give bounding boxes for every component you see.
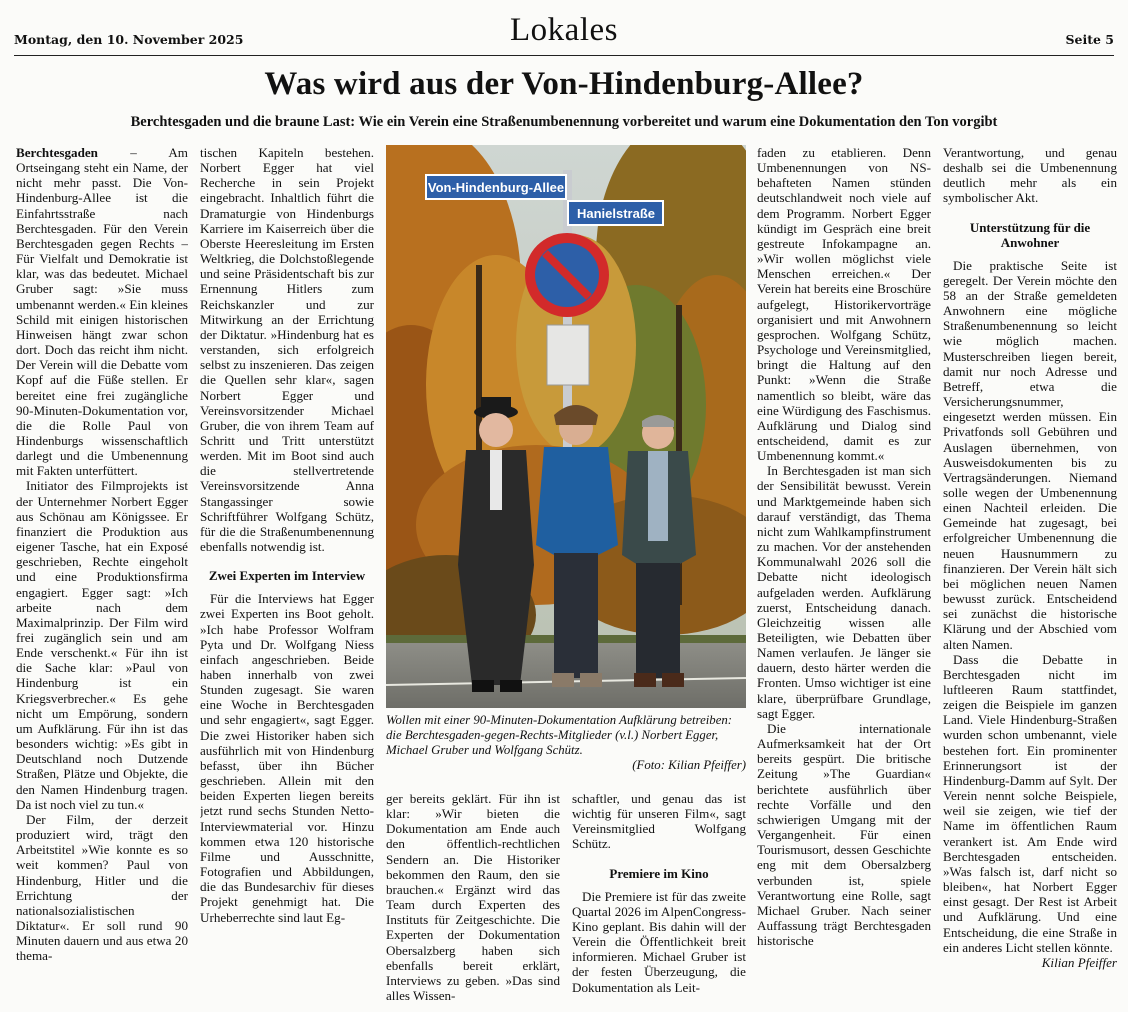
author-byline: Kilian Pfeiffer [1041, 954, 1117, 970]
paragraph: Für die Interviews hat Egger zwei Experten ins Boot geholt. »Ich habe Professor Wolfram Pyta und Dr. Wolfgang Niess einfach angeschrieben. Beide haben innerhalb von zwei Stunden zugesagt. Sie waren eine Woche in Berchtesgaden und sehr engagiert«, sagt Egger. Die zwei Historiker haben sich ausführlich mit von Hindenburg befasst, über ihn Bücher geschrieben. Allein mit den beiden Experten liegen bereits jetzt rund sechs Stunden Netto-Interviewmaterial vor. Hinzu kommen etwa 120 historische Filme und Ausschnitte, Fotografien und Abbildungen, die das Bundesarchiv für dieses Projekt genehmigt hat. Die Urheberrechte sind laut Eg- [200, 591, 374, 925]
photo-credit: (Foto: Kilian Pfeiffer) [632, 758, 746, 772]
paragraph: Initiator des Filmprojekts ist der Unternehmer Norbert Egger aus Schönau am Königssee. Er finanziert die Produktion aus eigener Tasche, hat ein Exposé geschrieben, Rechte eingeholt und eine Produktionsfirma engagiert. Egger sagt: »Ich arbeite nach dem Maximalprinzip. Der Film wird frei zugänglich sein und am Ende verschenkt.« Für ihn ist die Sache klar: »Paul von Hindenburg ist ein Kriegsverbrecher.« Es gehe nicht um Empörung, sondern um Aufklärung. Für ihn ist das besonders wichtig: »Es gibt in Deutschland noch Dutzende Straßen, Plätze und Objekte, die den Namen Hindenburg tragen. Da ist noch viel zu tun.« [16, 478, 188, 812]
street-sign-label: Von-Hindenburg-Allee [427, 180, 565, 195]
article-column-5 [943, 145, 1117, 1007]
section-title: Lokales [510, 12, 618, 48]
paragraph: faden zu etablieren. Denn Umbenennungen von NS-behafteten Namen stünden deutschlandweit noch viele auf dem Programm. Norbert Egger kündigt im Gespräch eine breit gestreute Infokampagne an. »Wir wollen möglichst viele Menschen erreichen.« Der Verein hat bereits eine Broschüre aufgelegt, Historikervorträge organisiert und mit Anwohnern gesprochen. Wolfgang Schütz, Psychologe und Vereinsmitglied, bringt die Haltung auf den Punkt: »Wenn die Straße namentlich so bleibt, wäre das eine Würdigung des Faschismus. Aufklärung und Dialog sind entscheidend, damit es zur Umbenennung kommt.« [757, 145, 931, 464]
subheading: Premiere im Kino [609, 865, 709, 881]
paragraph [16, 145, 188, 478]
article-column-1 [16, 145, 188, 1007]
photo-caption [386, 713, 746, 773]
article-column-3b [572, 791, 746, 1007]
paragraph: Die internationale Aufmerksamkeit hat der Ort bereits gespürt. Die britische Zeitung »The Guardian« berichtete ausführlich über rechte Vorfälle und den schwierigen Umgang mit der Vergangenheit. Für einen Tourismusort, dessen Geschichte eng mit dem Obersalzberg verbunden ist, spiele Verantwortung eine Rolle, sagt Michael Gruber. Nach seiner Auffassung trägt Berchtesgaden historische [757, 720, 931, 949]
subheading: Unterstützung für die Anwohner [969, 219, 1091, 250]
page-number: Seite 5 [1065, 32, 1114, 47]
paragraph: Verantwortung, und genau deshalb sei die Umbenennung deutlich mehr als ein symbolischer Akt. [943, 145, 1117, 206]
article-subheadline: Berchtesgaden und die braune Last: Wie ein Verein eine Straßenumbenennung vorbereitet und warum eine Dokumentation den Ton vorgibt [130, 114, 998, 130]
paragraph-text: – Am Ortseingang steht ein Name, der nicht mehr passt. Die Von-Hindenburg-Allee ist die Einfahrtsstraße nach Berchtesgaden. Für den Verein Berchtesgaden gegen Rechts – Für Vielfalt und Demokratie ist klar, was das bedeutet. Michael Gruber sagt: »Sie muss umbenannt werden.« Ein kleines Schild mit einigen historischen Hinweisen hängt zwar schon dort. Doch das reicht ihm nicht. Der Verein will die Debatte vom Kopf auf die Füße stellen. Er bereitet eine frei zugängliche 90-Minuten-Dokumentation vor, die die Rolle Paul von Hindenburgs wissenschaftlich darlegt und die Umbenennung mit Fakten unterfüttert. [16, 145, 188, 479]
photo-illustration [386, 145, 746, 708]
issue-date: Montag, den 10. November 2025 [14, 32, 244, 47]
article-column-2 [200, 145, 374, 1007]
paragraph: ger bereits geklärt. Für ihn ist klar: »Wir bieten die Dokumentation am Ende auch den öffentlich-rechtlichen Sendern an. Die Historiker bekommen den Raum, den sie brauchen.« Ergänzt wird das Team durch Experten des Instituts für Zeitgeschichte. Die Experten der Dokumentation Obersalzberg haben sich ebenfalls bereit erklärt, Interviews zu geben. »Das sind alles Wissen- [386, 791, 560, 1004]
dateline: Berchtesgaden [16, 145, 98, 160]
article-headline: Was wird aus der Von-Hindenburg-Allee? [264, 66, 864, 102]
paragraph: schaftler, und genau das ist wichtig für unseren Film«, sagt Vereinsmitglied Wolfgang Schütz. [572, 791, 746, 852]
article-column-4 [757, 145, 931, 1007]
article-photo [386, 145, 746, 708]
paragraph: Der Film, der derzeit produziert wird, trägt den Arbeitstitel »Wie konnte es so weit kommen? Paul von Hindenburg, Hitler und die Errichtung der nationalsozialistischen Diktatur«. Er soll rund 90 Minuten dauern und aus etwa 20 thema- [16, 811, 188, 964]
paragraph: In Berchtesgaden ist man sich der Sensibilität bewusst. Verein und Marktgemeinde haben sich darauf verständigt, das Thema nicht zum Wahlkampfinstrument zu machen. Vor der anstehenden Kommunalwahl 2026 soll die Debatte nicht ideologisch aufgeladen werden. Aufklärung zuerst, Entscheidung danach. Gleichzeitig wissen alle Beteiligten, wie Debatten über Namen verlaufen. Je länger sie dauern, desto härter werden die Fronten. Umso wichtiger ist eine klare, überprüfbare Grundlage, sagt Egger. [757, 463, 931, 721]
zone-sign [547, 325, 589, 385]
paragraph: Die Premiere ist für das zweite Quartal 2026 im AlpenCongress-Kino geplant. Bis dahin will der Verein die Öffentlichkeit breit informieren. Michael Gruber ist der festen Überzeugung, die Dokumentation als Leit- [572, 888, 746, 995]
article-column-3a [386, 791, 560, 1007]
paragraph: Die praktische Seite ist geregelt. Der Verein möchte den 58 an der Straße gemeldeten Anwohnern eine mögliche Straßenumbenennung so leicht wie möglich machen. Musterschreiben liegen bereit, damit nur noch Adresse und Betreff, etwa die Versicherungsnummer, eingesetzt werden müssen. Ein Privatfonds soll Gebühren und Auslagen übernehmen, von Ausweisdokumenten bis zu Vertragsänderungen. Niemand solle wegen der Umbenennung einen Nachteil erleiden. Die Gemeinde hat zugesagt, bei erfolgreicher Umbenennung die neuen Hausnummern zu finanzieren. Der Verein hält sich bei möglichen neuen Namen bewusst zurück. Entscheidend sei zunächst die historische Klärung und der Abschied vom alten Namen. [943, 257, 1117, 652]
street-sign-label: Hanielstraße [576, 206, 656, 221]
subheading: Zwei Experten im Interview [208, 568, 366, 584]
paragraph: Dass die Debatte in Berchtesgaden nicht im luftleeren Raum stattfindet, zeigen die Beispiele im ganzen Land. Viele Hindenburg-Straßen wurden schon umbenannt, viele bestehen fort. Ein prominenter Erinnerungsort ist der Hindenburg-Damm auf Sylt. Der Verein nennt solche Beispiele, weil sie zeigen, wie tief der Name im öffentlichen Raum verankert ist. Am Ende wird Berchtesgaden entscheiden. »Was falsch ist, darf nicht so bleiben«, hat Norbert Egger einst gesagt. Der Rest ist Arbeit und Aufklärung. Und eine Entscheidung, die eine Straße in ein anderes Licht stellen könnte. [943, 651, 1117, 955]
paragraph: tischen Kapiteln bestehen. Norbert Egger hat viel Recherche in sein Projekt eingebracht. Inhaltlich führt die Dramaturgie von Hindenburgs Karriere im Kaiserreich über die Oberste Heeresleitung im Ersten Weltkrieg, die Dolchstoßlegende und seine Präsidentschaft bis zur Ernennung Hitlers zum Reichskanzler und zur Mitwirkung an der Errichtung der Diktatur. »Hindenburg hat es verstanden, sich erfolgreich selbst zu inszenieren. Das zeigen die Quellen sehr klar«, sagen Norbert Egger und Vereinsvorsitzender Michael Gruber, die von ihrem Team auf Schritt und Tritt unterstützt werden. Mit im Boot sind auch die stellvertretende Vereinsvorsitzende Anna Stangassinger sowie Schriftführer Wolfgang Schütz, für die die Straßenumbenennung ebenfalls notwendig ist. [200, 145, 374, 555]
caption-text: Wollen mit einer 90-Minuten-Dokumentation Aufklärung betreiben: die Berchtesgaden-gegen-Rechts-Mitglieder (v.l.) Norbert Egger, Michael Gruber und Wolfgang Schütz. [386, 713, 733, 757]
masthead [14, 8, 1114, 56]
